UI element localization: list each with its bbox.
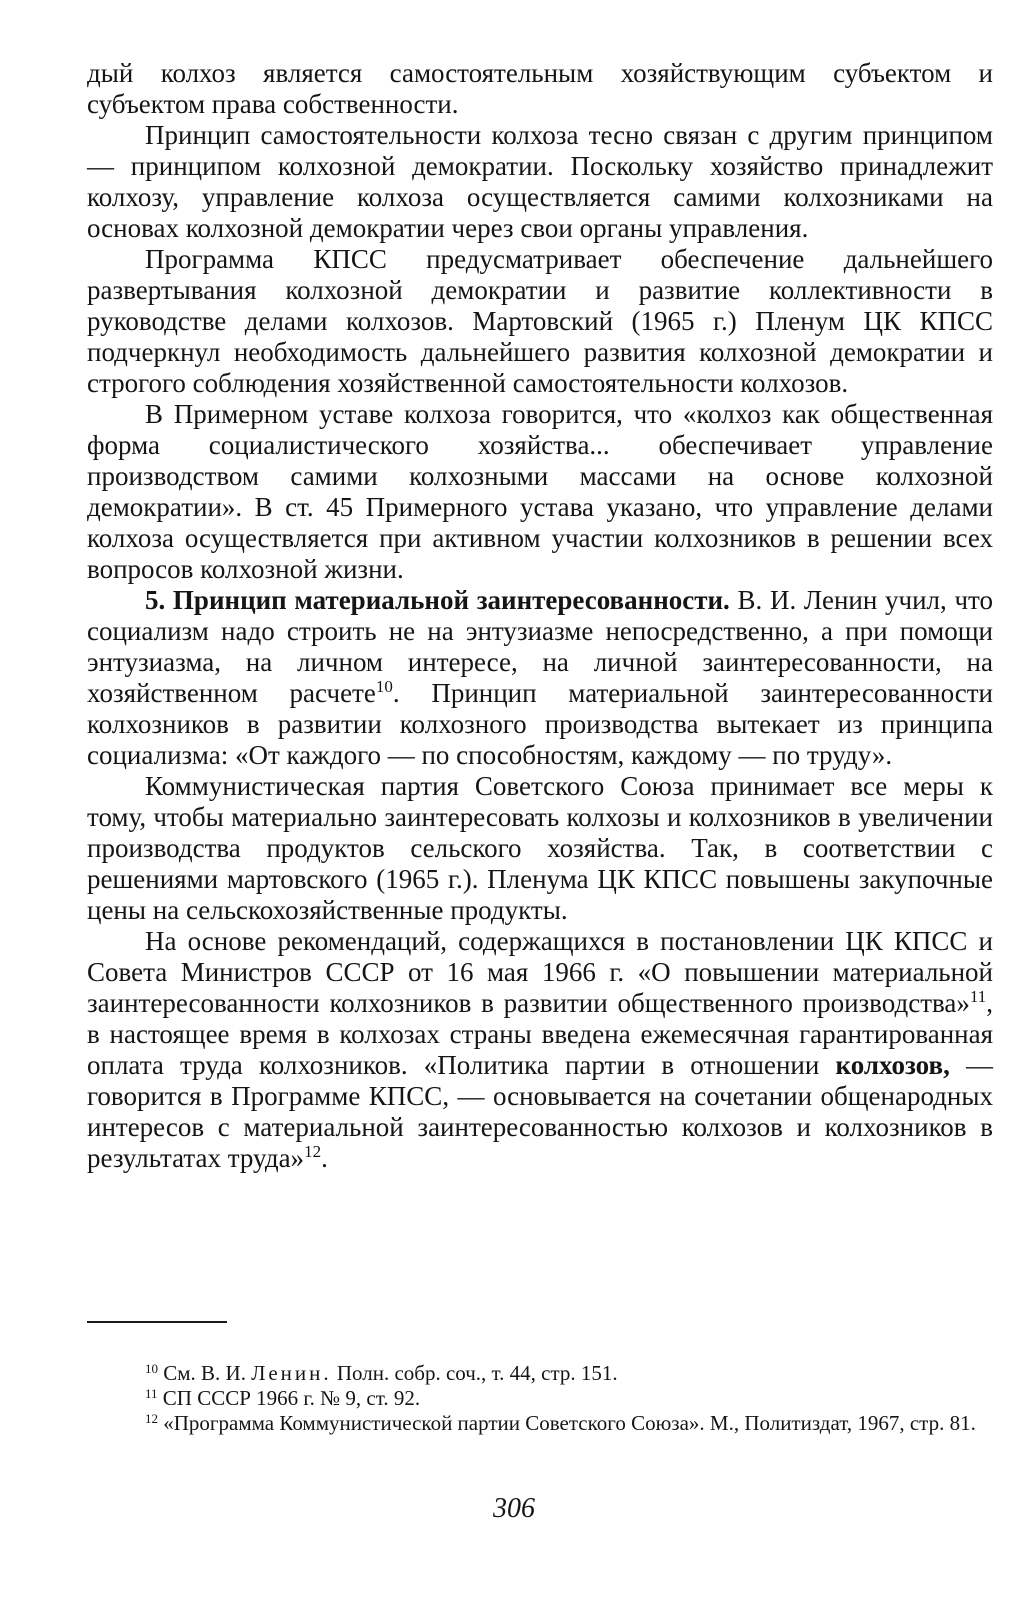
footnote	[87, 1386, 993, 1411]
paragraph: Коммунистическая партия Советского Союза принимает все меры к тому, чтобы материально заинтересовать колхозы и колхозников в увеличении производства продуктов сельского хозяйства. Так, в соответствии с решениями мартовского (1965 г.). Пленума ЦК КПСС повышены закупочные цены на сельскохозяйственные продукты.	[87, 771, 993, 925]
paragraph: дый колхоз является самостоятельным хозяйствующим субъектом и субъектом права собственности.	[87, 58, 993, 119]
paragraph	[87, 926, 993, 1174]
page-number: 306	[493, 1493, 535, 1524]
body-text	[87, 58, 993, 1174]
footnote-text: «Программа Коммунистической партии Советского Союза». М., Политиздат, 1967, стр. 81.	[158, 1411, 976, 1435]
footnote-text: Полн. собр. соч., т. 44, стр. 151.	[331, 1361, 618, 1385]
footnote-ref[interactable]: 12	[304, 1142, 322, 1161]
paragraph: Программа КПСС предусматривает обеспечение дальнейшего развертывания колхозной демократии и развитие коллективности в руководстве делами колхозов. Мартовский (1965 г.) Пленум ЦК КПСС подчеркнул необходимость дальнейшего развития колхозной демократии и строгого соблюдения хозяйственной самостоятельности колхозов.	[87, 244, 993, 398]
footnote-number: 11	[145, 1386, 158, 1401]
paragraph-text: . Принцип материальной заинтересованности колхозников в развитии колхозного производства вытекает из принципа социализма: «От каждого — по способностям, каждому — по труду».	[87, 678, 993, 770]
footnote	[87, 1411, 993, 1436]
paragraph: В Примерном уставе колхоза говорится, что «колхоз как общественная форма социалистического хозяйства... обеспечивает управление производством самими колхозными массами на основе колхозной демократии». В ст. 45 Примерного устава указано, что управление делами колхоза осуществляется при активном участии колхозников в решении всех вопросов колхозной жизни.	[87, 399, 993, 584]
author-name: Ленин.	[251, 1361, 332, 1385]
paragraph-text: — говорится в Программе КПСС, — основывается на сочетании общенародных интересов с материальной заинтересованностью колхозов и колхозников в результатах труда»	[87, 1050, 993, 1173]
section-heading: 5. Принцип материальной заинтересованности.	[145, 585, 730, 615]
footnote-text: См. В. И.	[158, 1361, 252, 1385]
paragraph-text: На основе рекомендаций, содержащихся в постановлении ЦК КПСС и Совета Министров СССР от 16 мая 1966 г. «О повышении материальной заинтересованности колхозников в развитии общественного производства»	[87, 926, 993, 1018]
footnote-number: 12	[145, 1411, 158, 1426]
paragraph: Принцип самостоятельности колхоза тесно связан с другим принципом — принципом колхозной демократии. Поскольку хозяйство принадлежит колхозу, управление колхоза осуществляется самими колхозниками на основах колхозной демократии через свои органы управления.	[87, 120, 993, 243]
footnote-separator	[87, 1321, 227, 1323]
paragraph-text: .	[321, 1143, 328, 1173]
footnotes	[87, 1361, 993, 1436]
footnote-ref[interactable]: 10	[375, 677, 393, 696]
footnote-text: СП СССР 1966 г. № 9, ст. 92.	[157, 1386, 421, 1410]
paragraph-text: В. И. Ленин учил, что социализм надо строить не на энтузиазме непосредственно, а при помощи энтузиазма, на личном интересе, на личной заинтересованности, на хозяйственном расчете	[87, 585, 993, 708]
paragraph-text: , в настоящее время в колхозах страны введена ежемесячная гарантированная оплата труда колхозников. «Политика партии в отношении	[87, 988, 993, 1080]
bold-text: колхозов,	[835, 1050, 950, 1080]
footnote-number: 10	[145, 1361, 158, 1376]
footnote	[87, 1361, 993, 1386]
paragraph	[87, 585, 993, 771]
footnote-ref[interactable]: 11	[969, 987, 987, 1006]
